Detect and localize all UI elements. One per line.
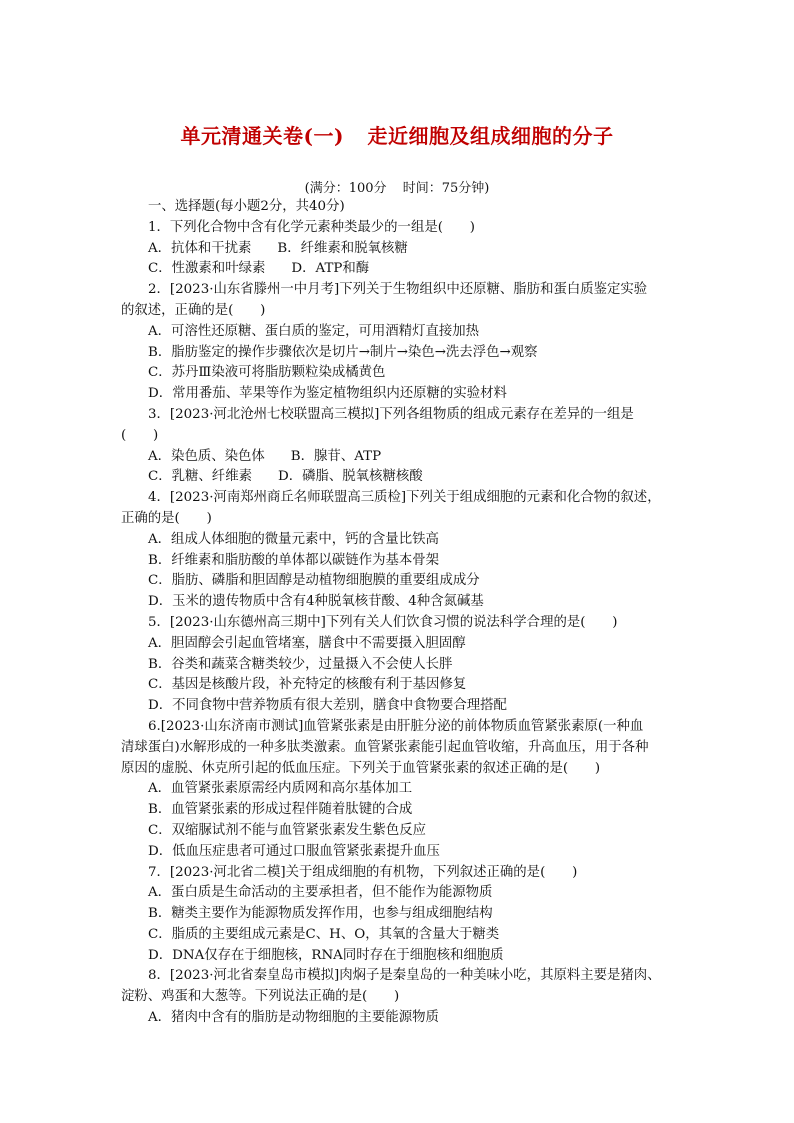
option: C．脂肪、磷脂和胆固醇是动植物细胞膜的重要组成成分 xyxy=(148,573,480,589)
option: B．脂肪鉴定的操作步骤依次是切片→制片→染色→洗去浮色→观察 xyxy=(148,344,538,360)
question-stem: 8．[2023·河北省秦皇岛市模拟]肉焖子是秦皇岛的一种美味小吃，其原料主要是猪肉、 xyxy=(148,968,661,984)
option: C．脂质的主要组成元素是C、H、O，其氧的含量大于糖类 xyxy=(148,926,500,942)
question-stem: 2．[2023·山东省滕州一中月考]下列关于生物组织中还原糖、脂肪和蛋白质鉴定实验 xyxy=(148,282,648,298)
question-stem-cont: 的叙述，正确的是( ) xyxy=(121,302,266,318)
option: B．纤维素和脱氧核糖 xyxy=(277,240,408,256)
question-stem-cont: 正确的是( ) xyxy=(121,510,212,526)
option: D．低血压症患者可通过口服血管紧张素提升血压 xyxy=(148,843,440,859)
option: D．不同食物中营养物质有很大差别，膳食中食物要合理搭配 xyxy=(148,698,507,714)
option: D．磷脂、脱氧核糖核酸 xyxy=(277,469,423,485)
option: A．胆固醇会引起血管堵塞，膳食中不需要摄入胆固醇 xyxy=(148,635,466,651)
option: A．猪肉中含有的脂肪是动物细胞的主要能源物质 xyxy=(148,1010,439,1026)
full-score: (满分：100分 xyxy=(304,181,387,196)
option-row xyxy=(121,259,681,280)
option-row xyxy=(121,239,681,260)
question-stem: 7．[2023·河北省二模]关于组成细胞的有机物，下列叙述正确的是( ) xyxy=(148,864,578,880)
question-stem-cont: 清球蛋白)水解形成的一种多肽类激素。血管紧张素能引起血管收缩，升高血压，用于各种 xyxy=(121,739,649,755)
option: C．苏丹Ⅲ染液可将脂肪颗粒染成橘黄色 xyxy=(148,365,386,381)
question-stem-cont: 原因的虚脱、休克所引起的低血压症。下列关于血管紧张素的叙述正确的是( ) xyxy=(121,760,601,776)
option: B．纤维素和脂肪酸的单体都以碳链作为基本骨架 xyxy=(148,552,440,568)
question-stem: 4．[2023·河南郑州商丘名师联盟高三质检]下列关于组成细胞的元素和化合物的叙述， xyxy=(148,490,661,506)
option: B．血管紧张素的形成过程伴随着肽键的合成 xyxy=(148,802,413,818)
option-row xyxy=(121,447,681,468)
question-stem-cont: ( ) xyxy=(121,427,159,443)
page-title xyxy=(0,120,794,149)
option: C．双缩脲试剂不能与血管紧张素发生紫色反应 xyxy=(148,822,427,838)
question-stem-cont: 淀粉、鸡蛋和大葱等。下列说法正确的是( ) xyxy=(121,989,400,1005)
title-unit: 单元清通关卷(一) xyxy=(180,124,344,148)
exam-info xyxy=(0,177,794,196)
option: A．血管紧张素原需经内质网和高尔基体加工 xyxy=(148,781,413,797)
question-stem: 3．[2023·河北沧州七校联盟高三模拟]下列各组物质的组成元素存在差异的一组是 xyxy=(148,406,634,422)
option-row xyxy=(121,467,681,488)
title-topic: 走近细胞及组成细胞的分子 xyxy=(367,124,614,148)
option: B．谷类和蔬菜含糖类较少，过量摄入不会使人长胖 xyxy=(148,656,453,672)
option: B．糖类主要作为能源物质发挥作用，也参与组成细胞结构 xyxy=(148,906,493,922)
question-stem: 6.[2023·山东济南市测试]血管紧张素是由肝脏分泌的前体物质血管紧张素原(一种血 xyxy=(148,718,644,734)
question-stem: 5．[2023·山东德州高三期中]下列有关人们饮食习惯的说法科学合理的是( ) xyxy=(148,614,618,630)
option: A．可溶性还原糖、蛋白质的鉴定，可用酒精灯直接加热 xyxy=(148,323,480,339)
option: D．常用番茄、苹果等作为鉴定植物组织内还原糖的实验材料 xyxy=(148,386,507,402)
section-heading: 一、选择题(每小题2分，共40分) xyxy=(148,199,345,214)
option: D．ATP和酶 xyxy=(291,261,370,277)
exam-time: 时间：75分钟) xyxy=(402,181,490,196)
option: D．玉米的遗传物质中含有4种脱氧核苷酸、4种含氮碱基 xyxy=(148,594,484,610)
option: A．抗体和干扰素 xyxy=(148,240,252,256)
option: A．组成人体细胞的微量元素中，钙的含量比铁高 xyxy=(148,531,439,547)
option: C．基因是核酸片段，补充特定的核酸有利于基因修复 xyxy=(148,677,467,693)
option: D．DNA仅存在于细胞核，RNA同时存在于细胞核和细胞质 xyxy=(148,947,504,963)
option: B．腺苷、ATP xyxy=(290,448,382,464)
option: C．乳糖、纤维素 xyxy=(148,469,252,485)
option: A．蛋白质是生命活动的主要承担者，但不能作为能源物质 xyxy=(148,885,493,901)
option: C．性激素和叶绿素 xyxy=(148,261,266,277)
question-list xyxy=(121,197,681,1029)
option: A．染色质、染色体 xyxy=(148,448,265,464)
question-stem: 1．下列化合物中含有化学元素种类最少的一组是( ) xyxy=(148,219,475,235)
